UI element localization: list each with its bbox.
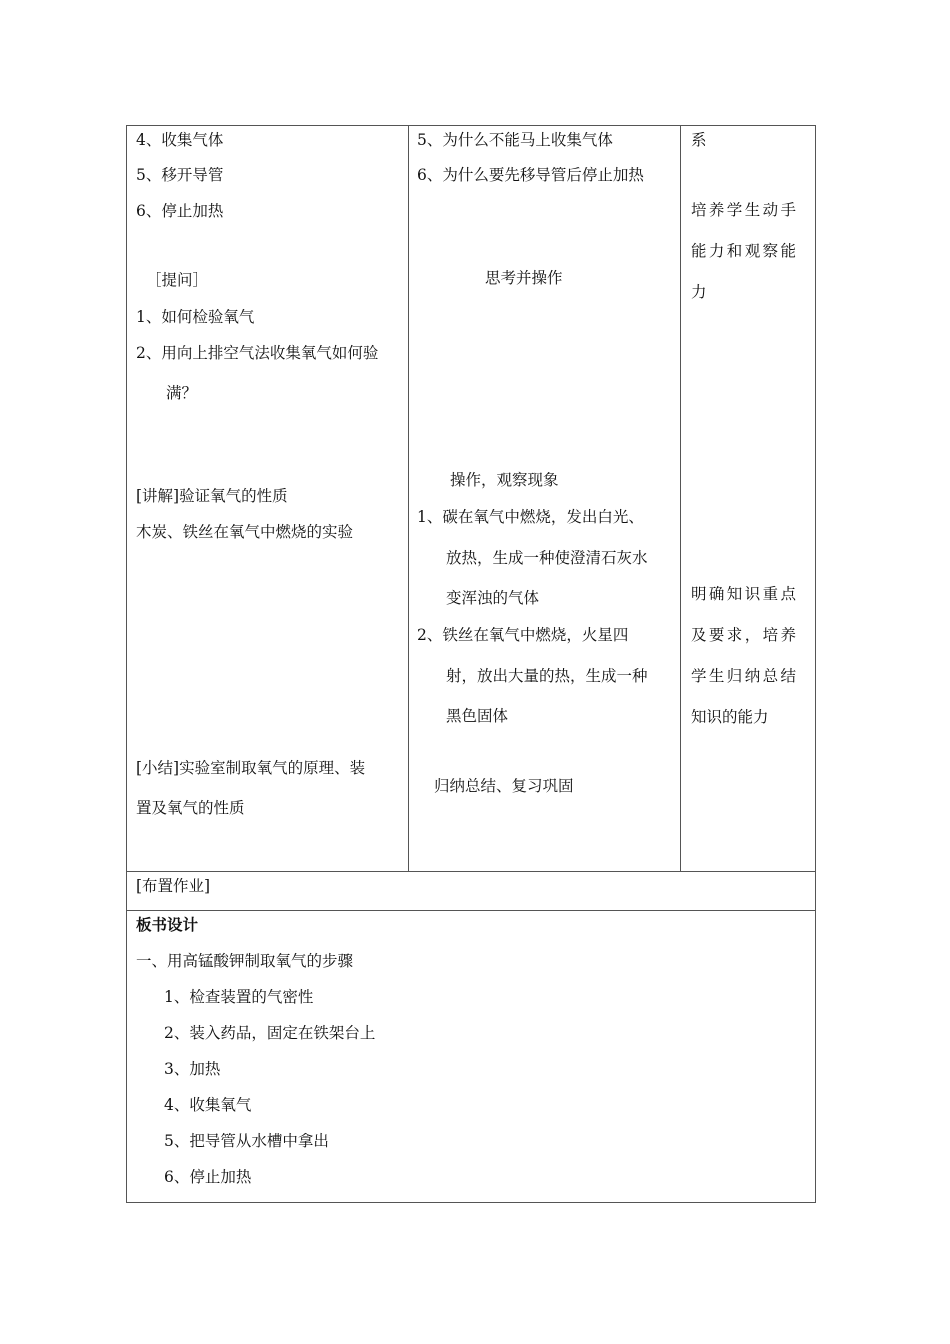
col1-step5: 5、移开导管 — [136, 166, 224, 184]
lecture-text: 木炭、铁丝在氧气中燃烧的实验 — [136, 523, 354, 541]
column-divider-1 — [408, 126, 409, 871]
board-step: 1、检查装置的气密性 — [164, 988, 314, 1006]
board-step: 2、装入药品，固定在铁架台上 — [164, 1024, 376, 1042]
aim1-line1: 培养学生动手 — [691, 201, 799, 219]
think-and-operate: 思考并操作 — [485, 269, 563, 287]
col2-question-5: 5、为什么不能马上收集气体 — [417, 131, 613, 149]
summary-line2: 置及氧气的性质 — [136, 799, 245, 817]
aim2-line2: 及要求，培养 — [691, 626, 799, 644]
aim1-line3: 力 — [691, 283, 707, 301]
observation-1-line3: 变浑浊的气体 — [446, 589, 540, 607]
col1-step4: 4、收集气体 — [136, 131, 224, 149]
board-step: 5、把导管从水槽中拿出 — [164, 1132, 329, 1150]
aim2-line1: 明确知识重点 — [691, 585, 799, 603]
col3-xi: 系 — [691, 131, 707, 149]
question-1: 1、如何检验氧气 — [136, 308, 255, 326]
aim1-line2: 能力和观察能 — [691, 242, 799, 260]
lecture-tag: [讲解]验证氧气的性质 — [136, 487, 288, 505]
col2-question-6: 6、为什么要先移导管后停止加热 — [417, 166, 644, 184]
board-step: 6、停止加热 — [164, 1168, 252, 1186]
question-tag: ［提问］ — [146, 271, 209, 289]
operate-observe: 操作，观察现象 — [450, 471, 559, 489]
observation-2-line2: 射，放出大量的热，生成一种 — [446, 667, 648, 685]
observation-2-line3: 黑色固体 — [446, 707, 509, 725]
row-divider-homework — [127, 871, 815, 872]
question-2-line1: 2、用向上排空气法收集氧气如何验 — [136, 344, 379, 362]
observation-1-line1: 1、碳在氧气中燃烧，发出白光、 — [417, 508, 644, 526]
question-2-line2: 满？ — [166, 384, 198, 402]
aim2-line3: 学生归纳总结 — [691, 667, 799, 685]
summary-line1: [小结]实验室制取氧气的原理、装 — [136, 759, 366, 777]
board-step: 4、收集氧气 — [164, 1096, 252, 1114]
observation-2-line1: 2、铁丝在氧气中燃烧，火星四 — [417, 626, 629, 644]
observation-1-line2: 放热，生成一种使澄清石灰水 — [446, 549, 648, 567]
conclude-review: 归纳总结、复习巩固 — [434, 777, 574, 795]
aim2-line4: 知识的能力 — [691, 708, 769, 726]
row-divider-board — [127, 910, 815, 911]
col1-step6: 6、停止加热 — [136, 202, 224, 220]
board-title: 板书设计 — [136, 915, 199, 934]
board-step: 3、加热 — [164, 1060, 221, 1078]
board-heading: 一、用高锰酸钾制取氧气的步骤 — [136, 952, 354, 970]
homework-label: [布置作业] — [136, 877, 211, 895]
column-divider-2 — [680, 126, 681, 871]
